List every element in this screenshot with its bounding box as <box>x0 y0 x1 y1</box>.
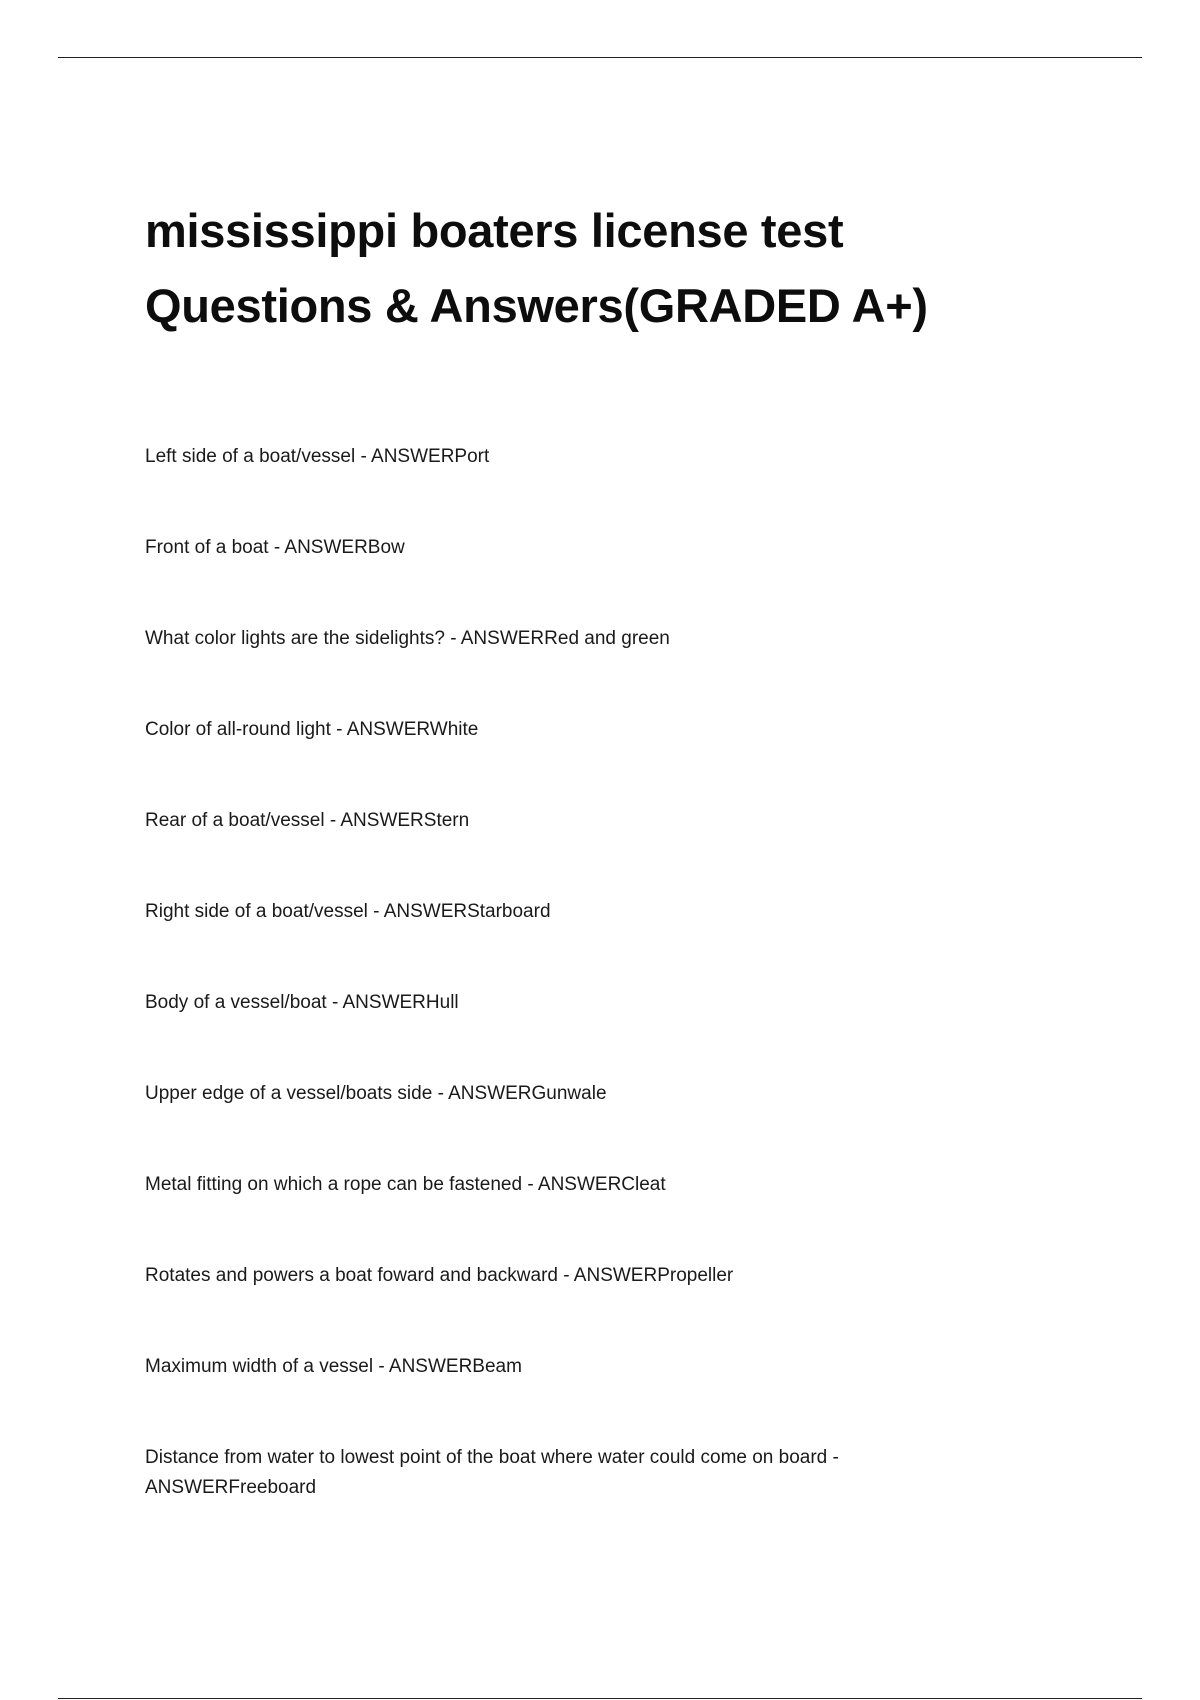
qa-item: Right side of a boat/vessel - ANSWERStarboard <box>145 901 551 922</box>
qa-item: Body of a vessel/boat - ANSWERHull <box>145 992 459 1013</box>
qa-item: Upper edge of a vessel/boats side - ANSWERGunwale <box>145 1083 607 1104</box>
qa-item: Front of a boat - ANSWERBow <box>145 537 405 558</box>
qa-item: Rear of a boat/vessel - ANSWERStern <box>145 810 470 831</box>
title-line-1: mississippi boaters license test <box>145 204 844 257</box>
qa-item: Maximum width of a vessel - ANSWERBeam <box>145 1356 522 1377</box>
qa-item: Distance from water to lowest point of the boat where water could come on board - ANSWERFreeboard <box>145 1447 839 1498</box>
qa-item: Metal fitting on which a rope can be fastened - ANSWERCleat <box>145 1174 666 1195</box>
header-rule <box>58 57 1142 58</box>
footer-rule <box>58 1698 1142 1699</box>
title-line-2: Questions & Answers(GRADED A+) <box>145 279 928 332</box>
qa-list <box>145 442 945 1564</box>
qa-item: Rotates and powers a boat foward and backward - ANSWERPropeller <box>145 1265 734 1286</box>
page-title <box>145 193 1045 343</box>
qa-item: Left side of a boat/vessel - ANSWERPort <box>145 446 490 467</box>
qa-item: Color of all-round light - ANSWERWhite <box>145 719 479 740</box>
qa-item: What color lights are the sidelights? - ANSWERRed and green <box>145 628 670 649</box>
